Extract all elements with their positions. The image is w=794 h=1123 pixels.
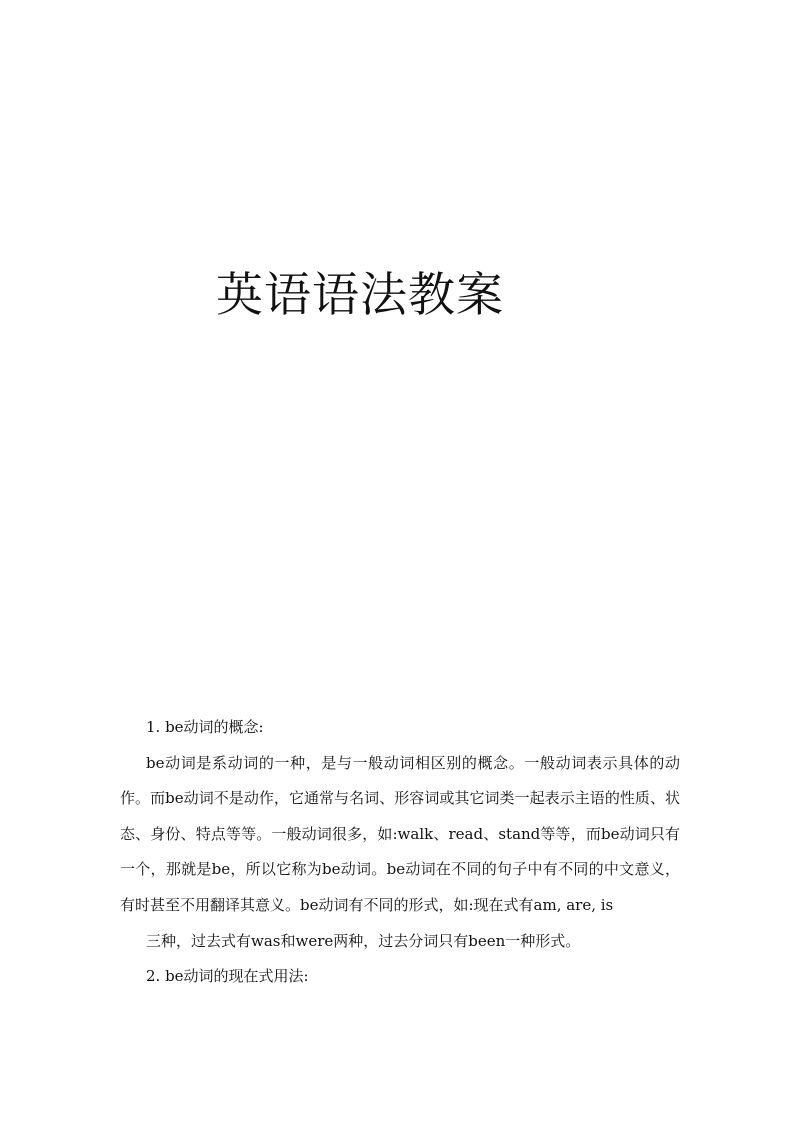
section-2-heading: 2. be动词的现在式用法: xyxy=(146,967,309,986)
document-body xyxy=(120,710,680,995)
section-1-paragraph: be动词是系动词的一种，是与一般动词相区别的概念。一般动词表示具体的动作。而be动词不是动作，它通常与名词、形容词或其它词类一起表示主语的性质、状态、身份、特点等等。一般动词很多，如:walk、read、stand等等，而be动词只有一个，那就是be，所以它称为be动词。be动词在不同的句子中有不同的中文意义，有时甚至不用翻译其意义。be动词有不同的形式，如:现在式有am, are, is xyxy=(120,753,680,914)
section-1-heading: 1. be动词的概念: xyxy=(146,718,264,736)
document-title: 英语语法教案 xyxy=(216,268,504,323)
section-1-continuation: 三种，过去式有was和were两种，过去分词只有been一种形式。 xyxy=(146,931,581,950)
